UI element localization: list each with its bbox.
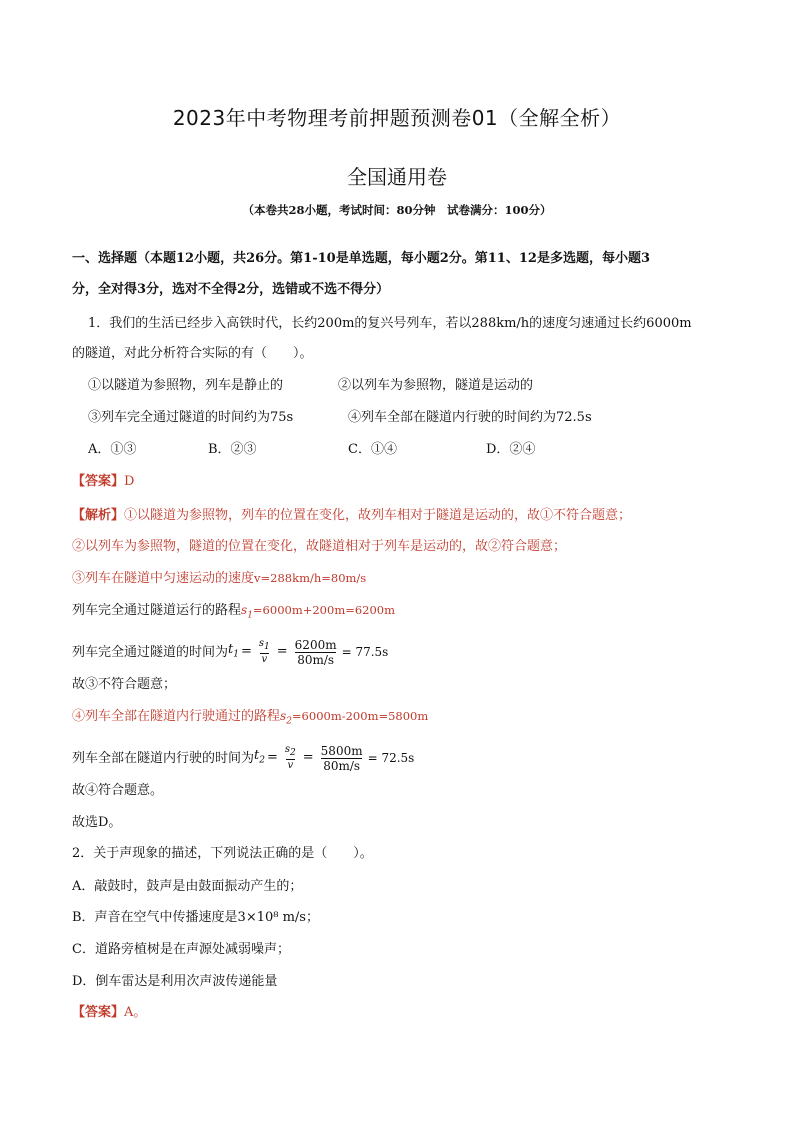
- q1-statement-2: ②以列车为参照物，隧道是运动的: [338, 378, 534, 393]
- speed-formula: v=288km/h=80m/s: [254, 571, 367, 585]
- q2-option-c: C．道路旁植树是在声源处减弱噪声；: [72, 942, 290, 957]
- fraction-value-1: $\frac{6200m}{80m/s}$: [294, 637, 337, 667]
- q2-stem: 2．关于声现象的描述，下列说法正确的是（ ）。: [72, 846, 373, 861]
- analysis-text-4: 列车完全通过隧道运行的路程: [72, 603, 242, 618]
- q1-answer: [72, 473, 134, 491]
- answer-value: D: [124, 474, 135, 489]
- q1-stem-line2: 的隧道，对此分析符合实际的有（ ）。: [72, 346, 313, 361]
- section-heading-line2: 分，全对得3分，选对不全得2分，选错或不选不得分）: [72, 282, 390, 297]
- analysis-label: 【解析】: [72, 508, 125, 523]
- q1-option-c: C．①④: [348, 442, 397, 457]
- q1-option-a: A．①③: [88, 442, 137, 457]
- q1-analysis-line4: 列车完全通过隧道运行的路程$s_1=6000m+200m=6200m$: [72, 603, 396, 621]
- q1-stem-line1: 1．我们的生活已经步入高铁时代，长约200m的复兴号列车，若以288km/h的速度匀速通过长约6000m: [88, 316, 692, 331]
- time-equation-2: $t_2$ = $\frac{s_2}{v}$ = $\frac{5800m}{80m/s}$ = 72.5s: [254, 743, 415, 773]
- q1-analysis-line5: [72, 634, 388, 671]
- q1-analysis-line8: [72, 740, 414, 777]
- q1-analysis-line3: [72, 569, 366, 588]
- analysis-text-5: 列车完全通过隧道的时间为: [72, 644, 229, 660]
- q1-option-d: D．②④: [486, 442, 536, 457]
- analysis-text-1: ①以隧道为参照物，列车的位置在变化，故列车相对于隧道是运动的，故①不符合题意；: [124, 508, 632, 523]
- q1-option-b: B．②③: [208, 442, 257, 457]
- q1-statement-3: ③列车完全通过隧道的时间约为75s: [88, 410, 294, 425]
- analysis-text-8: 列车全部在隧道内行驶的时间为: [72, 750, 255, 766]
- q1-analysis-line7: ④列车全部在隧道内行驶通过的路程$s_2=6000m-200m=5800m$: [72, 709, 429, 727]
- q1-analysis-line6: 故③不符合题意；: [72, 677, 177, 692]
- q2-answer: [72, 1004, 146, 1022]
- fraction-value-2: $\frac{5800m}{80m/s}$: [320, 743, 363, 773]
- q1-statement-1: ①以隧道为参照物，列车是静止的: [88, 378, 284, 393]
- analysis-text-7: ④列车全部在隧道内行驶通过的路程: [72, 709, 281, 724]
- section-heading-line1: 一、选择题（本题12小题，共26分。第1-10是单选题，每小题2分。第11、12是多选题，每小题3: [72, 251, 650, 266]
- answer-label: 【答案】: [72, 1005, 125, 1020]
- q1-statement-4: ④列车全部在隧道内行驶的时间约为72.5s: [348, 410, 592, 425]
- q2-option-d: D．倒车雷达是利用次声波传递能量: [72, 974, 278, 989]
- q2-option-a: A．敲鼓时，鼓声是由鼓面振动产生的；: [72, 879, 303, 894]
- q2-option-b: B．声音在空气中传播速度是3×10⁸ m/s；: [72, 910, 319, 925]
- q1-analysis-line9: 故④符合题意。: [72, 783, 164, 798]
- time-equation-1: $t_1$ = $\frac{s_1}{v}$ = $\frac{6200m}{80m/s}$ = 77.5s: [228, 637, 389, 667]
- fraction-s1-over-v: $\frac{s_1}{v}$: [258, 638, 270, 666]
- q1-analysis-line1: [72, 507, 631, 525]
- distance-formula-1: =6000m+200m=6200m: [252, 603, 396, 617]
- page-subtitle: 全国通用卷: [347, 165, 447, 189]
- fraction-s2-over-v: $\frac{s_2}{v}$: [284, 744, 296, 772]
- distance-formula-2: =6000m-200m=5800m: [291, 709, 429, 723]
- exam-note: （本卷共28小题，考试时间：80分钟 试卷满分：100分）: [242, 203, 552, 217]
- q1-analysis-line2: ②以列车为参照物，隧道的位置在变化，故隧道相对于列车是运动的，故②符合题意；: [72, 539, 567, 554]
- answer-value: A。: [124, 1005, 147, 1020]
- analysis-text-3: ③列车在隧道中匀速运动的速度: [72, 571, 255, 586]
- q1-analysis-line10: 故选D。: [72, 815, 122, 830]
- answer-label: 【答案】: [72, 474, 125, 489]
- page-title: 2023年中考物理考前押题预测卷01（全解全析）: [172, 106, 622, 130]
